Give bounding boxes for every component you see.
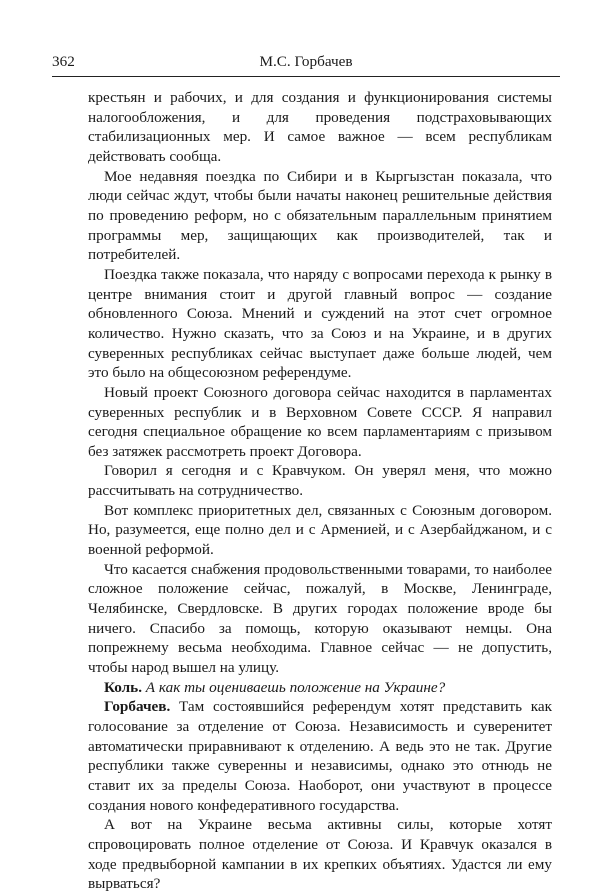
paragraph: Мое недавняя поездка по Сибири и в Кыргызстан показала, что люди сейчас ждут, чтобы были начаты наконец решительные действия по проведению реформ, но с обязательным параллельным принятием программы мер, защищающих как производителей, так и потребителей. xyxy=(88,167,552,264)
paragraph: Что касается снабжения продовольственными товарами, то наиболее сложное положение сейчас, пожалуй, в Москве, Ленинграде, Челябинске, Свердловске. В других городах положение вроде бы ничего. Спасибо за помощь, которую оказывают немцы. Она попрежнему весьма необходима. Главное сейчас — не допустить, чтобы народ вышел на улицу. xyxy=(88,560,552,677)
header-rule xyxy=(52,76,560,77)
paragraph: Вот комплекс приоритетных дел, связанных с Союзным договором. Но, разумеется, еще полно дел и с Арменией, и с Азербайджаном, и с военной реформой. xyxy=(88,501,552,559)
answer-text: Там состоявшийся референдум хотят представить как голосование за отделение от Союза. Независимость и суверенитет автоматически приравнивают к отделению. А ведь это не так. Другие республики также суверенны и независимы, однако это отнюдь не ставит их за пределы Союза. Наоборот, они участвуют в процессе создания нового конфедеративного государства. xyxy=(88,698,553,814)
paragraph: А вот на Украине весьма активны силы, которые хотят спровоцировать полное отделение от Союза. И Кравчук оказался в ходе предвыборной кампании в их крепких объятиях. Удастся ли ему вырваться? xyxy=(88,816,552,893)
question-text: А как ты оцениваешь положение на Украине? xyxy=(145,678,446,696)
paragraph: Поездка также показала, что наряду с вопросами перехода к рынку в центре внимания стоит и другой главный вопрос — создание обновленного Союза. Мнений и суждений на этот счет огромное количество. Нужно сказать, что за Союз и на Украине, и в других суверенных республиках сейчас выступает даже больше людей, чем это было на общесоюзном референдуме. xyxy=(88,265,552,382)
paragraph: Новый проект Союзного договора сейчас находится в парламентах суверенных республик и в Верховном Совете СССР. Я направил сегодня специальное обращение ко всем парламентариям с призывом без затяжек рассмотреть проект Договора. xyxy=(88,383,552,460)
running-title: М.С. Горбачев xyxy=(259,53,353,70)
speaker-name: Горбачев. xyxy=(104,698,171,716)
paragraph: Говорил я сегодня и с Кравчуком. Он уверял меня, что можно рассчитывать на сотрудничество. xyxy=(88,462,552,500)
dialogue-kohl xyxy=(88,678,552,698)
page-number: 362 xyxy=(52,53,75,70)
running-header xyxy=(52,50,560,74)
paragraph: крестьян и рабочих, и для создания и функционирования системы налогообложения, и для проведения подстраховывающих стабилизационных мер. И самое важное — всем республикам действовать сообща. xyxy=(88,89,552,165)
body-text xyxy=(88,88,552,894)
speaker-name: Коль. xyxy=(104,678,142,696)
dialogue-gorbachev xyxy=(88,697,552,815)
